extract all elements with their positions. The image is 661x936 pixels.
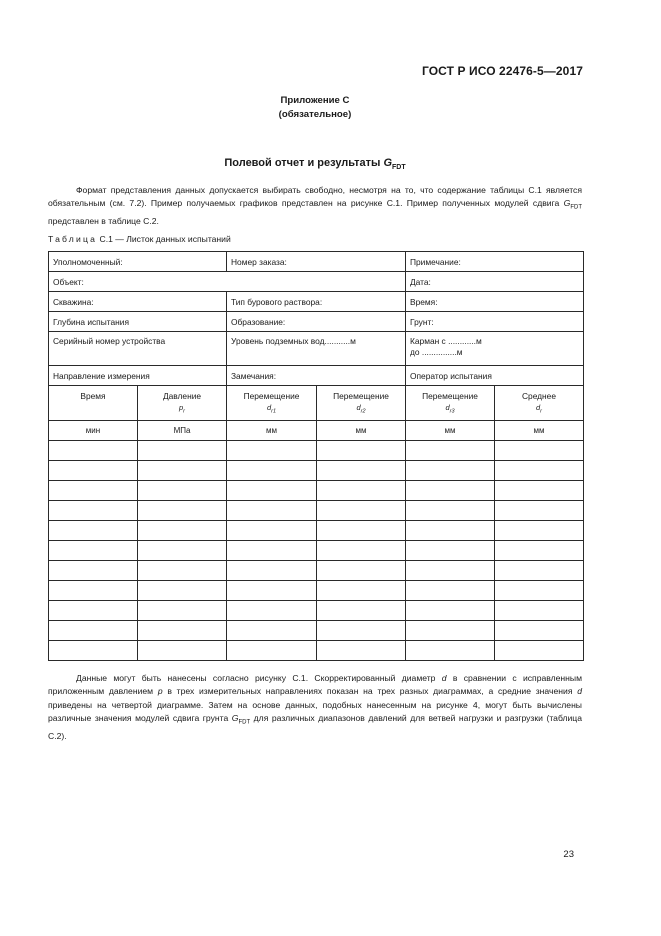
closing-text-3: в трех измерительных направлениях показан на трех разных диаграммах, а средние значения <box>162 686 578 697</box>
empty-cell <box>406 641 495 661</box>
field-soil: Грунт: <box>406 312 584 332</box>
closing-symbol-g: G <box>231 712 239 723</box>
empty-cell <box>138 521 227 541</box>
empty-cell <box>495 561 584 581</box>
empty-cell <box>227 601 317 621</box>
empty-cell <box>138 501 227 521</box>
closing-symbol-d-mean: d <box>577 686 582 697</box>
intro-paragraph <box>48 184 582 229</box>
empty-cell <box>49 461 138 481</box>
empty-cell <box>49 621 138 641</box>
field-test-depth: Глубина испытания <box>49 312 227 332</box>
table-row <box>49 501 584 521</box>
closing-symbol-d: d <box>441 673 447 683</box>
empty-cell <box>49 581 138 601</box>
empty-cell <box>406 581 495 601</box>
field-remarks: Замечания: <box>227 366 406 386</box>
column-symbol <box>142 402 222 418</box>
column-symbol-subscript: r3 <box>449 408 455 415</box>
field-drilling-fluid: Тип бурового раствора: <box>227 292 406 312</box>
column-label: Время <box>80 391 106 401</box>
empty-cell <box>227 641 317 661</box>
appendix-label: Приложение С <box>280 95 350 106</box>
empty-cell <box>227 441 317 461</box>
column-label: Давление <box>162 391 202 401</box>
section-title-text: Полевой отчет и результаты <box>224 157 384 169</box>
table-caption-text: С.1 — Листок данных испытаний <box>97 234 231 244</box>
unit-average: мм <box>495 421 584 441</box>
form-row-3 <box>49 292 584 312</box>
empty-cell <box>495 501 584 521</box>
empty-cell <box>317 621 406 641</box>
column-header-displacement-1 <box>227 386 317 421</box>
column-header-pressure <box>138 386 227 421</box>
column-header-row <box>49 386 584 421</box>
document-code: ГОСТ Р ИСО 22476-5—2017 <box>421 64 583 78</box>
section-title-symbol: G <box>383 157 392 169</box>
empty-cell <box>138 441 227 461</box>
closing-text-2: в сравнении с исправленным приложенным давлением <box>48 673 582 697</box>
empty-cell <box>317 541 406 561</box>
field-groundwater-level: Уровень подземных вод...........м <box>227 332 406 366</box>
field-pocket-to: до ...............м <box>410 347 463 357</box>
empty-cell <box>495 521 584 541</box>
table-row <box>49 621 584 641</box>
field-formation: Образование: <box>227 312 406 332</box>
page-number: 23 <box>563 849 574 860</box>
empty-cell <box>138 541 227 561</box>
field-test-operator: Оператор испытания <box>406 366 584 386</box>
empty-cell <box>49 521 138 541</box>
closing-paragraph <box>48 672 582 743</box>
column-symbol-subscript: r2 <box>360 408 366 415</box>
table-row <box>49 541 584 561</box>
empty-cell <box>49 601 138 621</box>
field-time: Время: <box>406 292 584 312</box>
field-pocket-from: Карман с ............м <box>410 336 482 346</box>
empty-cell <box>495 441 584 461</box>
empty-cell <box>49 481 138 501</box>
column-symbol-letter: d <box>266 403 272 412</box>
empty-cell <box>406 481 495 501</box>
empty-cell <box>406 601 495 621</box>
table-row <box>49 641 584 661</box>
empty-cell <box>317 561 406 581</box>
data-entry-rows <box>49 441 584 661</box>
empty-cell <box>317 641 406 661</box>
table-row <box>49 441 584 461</box>
empty-cell <box>49 541 138 561</box>
empty-cell <box>138 581 227 601</box>
empty-cell <box>317 521 406 541</box>
closing-text-4: приведены на четвертой диаграмме. Затем на основе данных, подобных нанесенным на рисунке 4, могут быть вычислены различные значения модулей сдвига грунта <box>48 699 582 723</box>
unit-time: мин <box>49 421 138 441</box>
intro-text-2: представлен в таблице С.2. <box>48 216 159 227</box>
empty-cell <box>227 581 317 601</box>
empty-cell <box>406 521 495 541</box>
column-header-displacement-2 <box>317 386 406 421</box>
test-data-sheet <box>48 251 584 661</box>
empty-cell <box>138 601 227 621</box>
closing-subscript: FDT <box>238 719 251 726</box>
empty-cell <box>227 461 317 481</box>
form-row-1 <box>49 252 584 272</box>
form-row-6 <box>49 366 584 386</box>
column-symbol-letter: d <box>445 403 450 412</box>
empty-cell <box>138 481 227 501</box>
empty-cell <box>406 541 495 561</box>
column-symbol-letter: d <box>535 403 541 412</box>
empty-cell <box>495 581 584 601</box>
empty-cell <box>227 621 317 641</box>
column-symbol-subscript: r <box>540 408 542 415</box>
table-row <box>49 461 584 481</box>
field-pocket <box>406 332 584 366</box>
empty-cell <box>317 601 406 621</box>
column-header-time <box>49 386 138 421</box>
empty-cell <box>49 441 138 461</box>
field-measurement-direction: Направление измерения <box>49 366 227 386</box>
empty-cell <box>406 621 495 641</box>
table-row <box>49 581 584 601</box>
empty-cell <box>138 641 227 661</box>
empty-cell <box>138 561 227 581</box>
intro-subscript: FDT <box>570 205 582 212</box>
empty-cell <box>317 461 406 481</box>
column-symbol-subscript: r1 <box>271 408 277 415</box>
column-units-row <box>49 421 584 441</box>
empty-cell <box>495 641 584 661</box>
column-symbol <box>321 402 401 418</box>
field-borehole: Скважина: <box>49 292 227 312</box>
intro-symbol: G <box>563 198 571 209</box>
table-row <box>49 561 584 581</box>
empty-cell <box>227 521 317 541</box>
empty-cell <box>138 621 227 641</box>
form-row-2 <box>49 272 584 292</box>
closing-symbol-p: p <box>157 686 163 697</box>
column-symbol <box>410 402 490 418</box>
empty-cell <box>49 501 138 521</box>
field-authorized: Уполномоченный: <box>49 252 227 272</box>
field-serial-number: Серийный номер устройства <box>49 332 227 366</box>
closing-text-1: Данные могут быть нанесены согласно рисунку С.1. Скорректированный диаметр <box>76 673 442 683</box>
column-symbol-letter: d <box>356 403 361 412</box>
appendix-status: (обязательное) <box>278 109 352 120</box>
column-label: Перемещение <box>333 391 389 401</box>
empty-cell <box>227 481 317 501</box>
column-symbol-letter: p <box>178 403 184 412</box>
unit-displacement-1: мм <box>227 421 317 441</box>
empty-cell <box>495 541 584 561</box>
empty-cell <box>317 581 406 601</box>
column-label: Перемещение <box>422 391 478 401</box>
column-symbol <box>231 402 312 418</box>
column-label: Среднее <box>521 391 556 401</box>
field-date: Дата: <box>406 272 584 292</box>
unit-displacement-2: мм <box>317 421 406 441</box>
column-header-average <box>495 386 584 421</box>
empty-cell <box>406 461 495 481</box>
column-header-displacement-3 <box>406 386 495 421</box>
table-row <box>49 601 584 621</box>
empty-cell <box>495 481 584 501</box>
unit-pressure: МПа <box>138 421 227 441</box>
empty-cell <box>49 641 138 661</box>
column-symbol-subscript: r <box>183 408 185 415</box>
field-object: Объект: <box>49 272 406 292</box>
section-title-subscript: FDT <box>392 164 406 172</box>
empty-cell <box>495 461 584 481</box>
empty-cell <box>406 501 495 521</box>
table-caption-label: Таблица <box>48 234 98 244</box>
empty-cell <box>317 501 406 521</box>
table-row <box>49 481 584 501</box>
empty-cell <box>406 441 495 461</box>
closing-text-5: для различных диапазонов давлений для ветвей нагрузки и разгрузки (таблица С.2). <box>48 712 582 741</box>
form-row-5 <box>49 332 584 366</box>
intro-text-1: Формат представления данных допускается выбирать свободно, несмотря на то, что содержание таблицы С.1 является обязательным (см. 7.2). Пример получаемых графиков представлен на рисунке С.1. Пример полученных модулей сдвига <box>48 185 582 209</box>
empty-cell <box>227 501 317 521</box>
empty-cell <box>227 541 317 561</box>
empty-cell <box>406 561 495 581</box>
empty-cell <box>317 441 406 461</box>
field-note: Примечание: <box>406 252 584 272</box>
unit-displacement-3: мм <box>406 421 495 441</box>
empty-cell <box>495 601 584 621</box>
form-row-4 <box>49 312 584 332</box>
empty-cell <box>227 561 317 581</box>
empty-cell <box>495 621 584 641</box>
column-symbol <box>499 402 579 418</box>
table-caption <box>48 234 231 244</box>
empty-cell <box>138 461 227 481</box>
section-title <box>0 157 630 171</box>
field-order-number: Номер заказа: <box>227 252 406 272</box>
column-label: Перемещение <box>243 391 300 401</box>
table-row <box>49 521 584 541</box>
empty-cell <box>49 561 138 581</box>
appendix-heading <box>0 94 630 122</box>
empty-cell <box>317 481 406 501</box>
